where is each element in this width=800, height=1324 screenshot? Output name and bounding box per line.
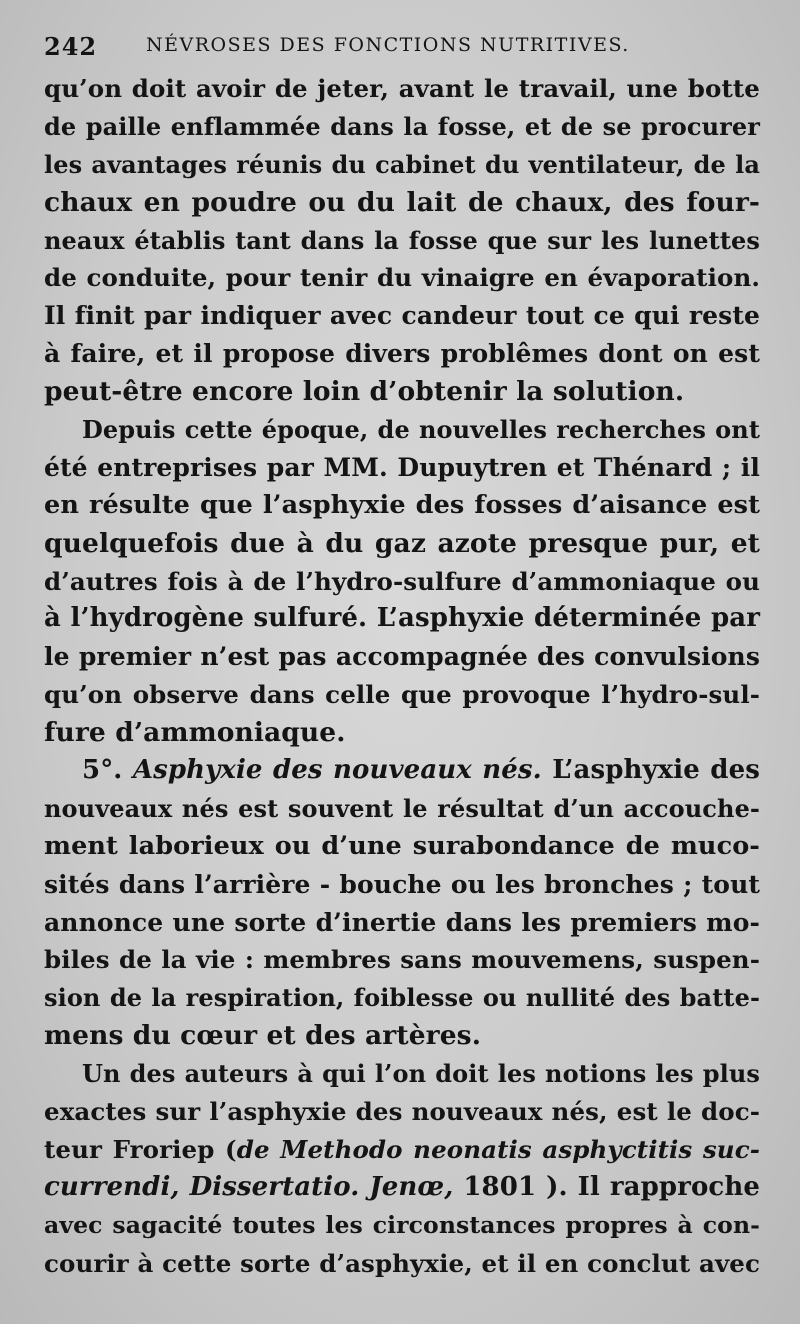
citation-title: de Methodo neonatis asphyctitis suc- — [236, 1134, 760, 1164]
text-line: sités dans l’arrière - bouche ou les bronches ; tout — [44, 869, 760, 899]
text-line: biles de la vie : membres sans mouvemens, suspen- — [44, 945, 760, 975]
section-heading-line — [44, 752, 760, 790]
page-header — [44, 30, 764, 64]
text-line: en résulte que l’asphyxie des fosses d’aisance est — [44, 489, 760, 520]
text-line: d’autres fois à de l’hydro-sulfure d’ammoniaque ou — [44, 566, 760, 596]
text-line: quelquefois due à du gaz azote presque pur, et — [44, 527, 760, 559]
text-fragment: 1801 ). Il rapproche — [453, 1171, 760, 1202]
citation-line — [44, 1169, 760, 1207]
citation-line — [44, 1131, 760, 1169]
text-line: avec sagacité toutes les circonstances propres à con- — [44, 1210, 760, 1239]
text-fragment: teur Froriep ( — [44, 1134, 237, 1164]
text-line: qu’on observe dans celle que provoque l’hydro-sul- — [44, 680, 760, 710]
text-line: nouveaux nés est souvent le résultat d’un accouche- — [44, 793, 760, 823]
page-number: 242 — [44, 32, 98, 61]
text-line: été entreprises par MM. Dupuytren et Thénard ; il — [44, 452, 760, 482]
text-body — [44, 70, 760, 1283]
text-line: Depuis cette époque, de nouvelles recherches ont — [82, 415, 760, 445]
text-line: à l’hydrogène sulfuré. L’asphyxie déterminée par — [44, 603, 760, 634]
text-line: de conduite, pour tenir du vinaigre en évaporation. — [44, 263, 760, 293]
section-title: Asphyxie des nouveaux nés. — [132, 755, 542, 786]
text-line: Il finit par indiquer avec candeur tout ce qui reste — [44, 301, 760, 331]
text-line: qu’on doit avoir de jeter, avant le travail, une botte — [44, 74, 760, 103]
text-line: annonce une sorte d’inertie dans les premiers mo- — [44, 907, 760, 937]
text-line: de paille enflammée dans la fosse, et de se procurer — [44, 111, 760, 141]
text-line: les avantages réunis du cabinet du ventilateur, de la — [44, 149, 760, 179]
running-title: NÉVROSES DES FONCTIONS NUTRITIVES. — [146, 34, 630, 56]
text-line: à faire, et il propose divers problêmes dont on est — [44, 339, 760, 369]
text-fragment: L’asphyxie des — [541, 755, 760, 786]
text-line: peut-être encore loin d’obtenir la solution. — [44, 376, 685, 408]
text-line: chaux en poudre ou du lait de chaux, des four- — [44, 186, 760, 218]
text-line: mens du cœur et des artères. — [44, 1020, 482, 1052]
section-number: 5°. — [82, 755, 133, 786]
text-line: Un des auteurs à qui l’on doit les notions les plus — [82, 1059, 760, 1089]
text-line: courir à cette sorte d’asphyxie, et il en conclut avec — [44, 1248, 760, 1278]
text-line: le premier n’est pas accompagnée des convulsions — [44, 642, 760, 672]
text-line: sion de la respiration, foiblesse ou nullité des batte- — [44, 983, 760, 1013]
text-line: fure d’ammoniaque. — [44, 717, 346, 749]
text-line: exactes sur l’asphyxie des nouveaux nés, est le doc- — [44, 1097, 760, 1127]
text-line: neaux établis tant dans la fosse que sur les lunettes — [44, 225, 760, 255]
text-line: ment laborieux ou d’une surabondance de muco- — [44, 830, 760, 861]
citation-title: currendi, Dissertatio. Jenœ, — [44, 1171, 454, 1202]
